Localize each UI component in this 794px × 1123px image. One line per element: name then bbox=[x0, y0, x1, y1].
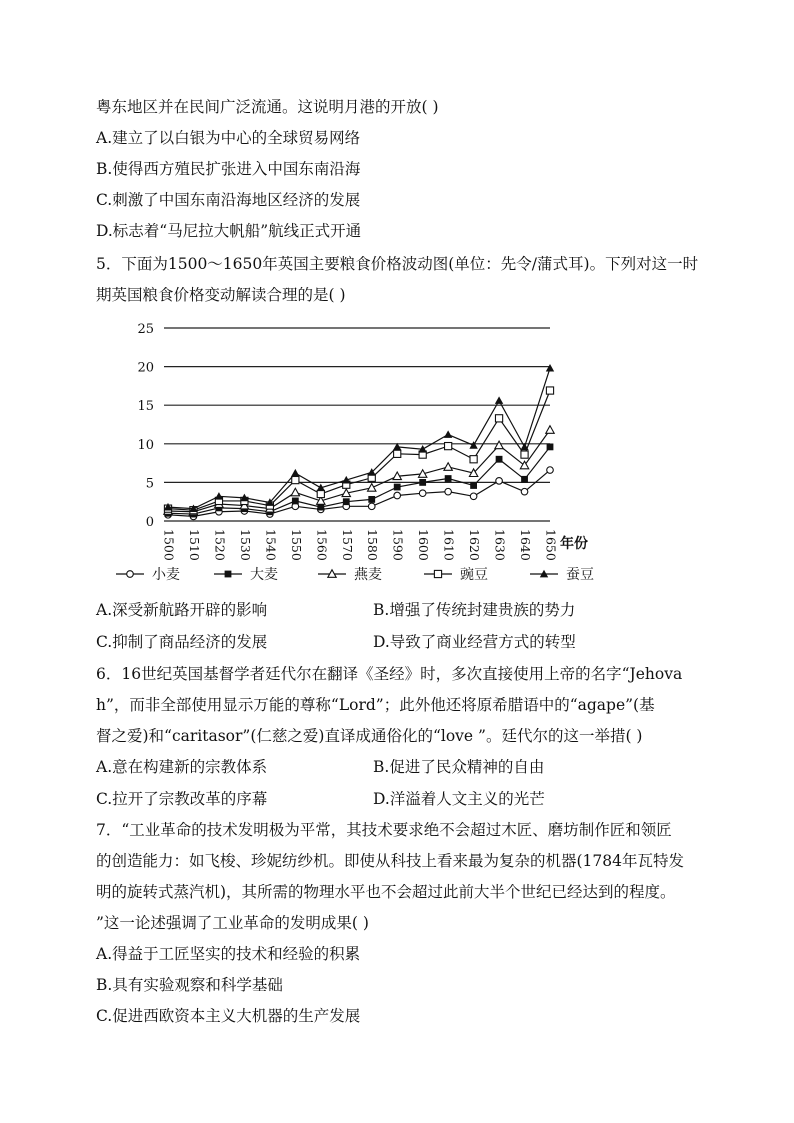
x-tick-label: 1620 bbox=[467, 529, 483, 561]
text-line: B.具有实验观察和科学基础 bbox=[96, 976, 283, 994]
text-line: 6．16世纪英国基督学者廷代尔在翻译《圣经》时，多次直接使用上帝的名字“Jehova bbox=[96, 665, 683, 683]
data-point bbox=[445, 488, 452, 495]
x-tick-label: 1600 bbox=[416, 529, 432, 561]
option-right: D.洋溢着人文主义的光芒 bbox=[373, 790, 545, 808]
data-point bbox=[292, 498, 299, 505]
grain-price-chart bbox=[106, 316, 650, 588]
data-point bbox=[496, 478, 503, 485]
data-point bbox=[496, 456, 503, 463]
x-tick-label: 1530 bbox=[237, 529, 253, 561]
x-tick-label: 1640 bbox=[518, 529, 534, 561]
y-tick-label: 25 bbox=[137, 322, 154, 337]
text-line: B.使得西方殖民扩张进入中国东南沿海 bbox=[96, 160, 361, 178]
data-point bbox=[444, 463, 452, 471]
data-point bbox=[495, 441, 503, 449]
legend-label: 大麦 bbox=[250, 567, 278, 583]
text-line: 粤东地区并在民间广泛流通。这说明月港的开放( ) bbox=[96, 98, 439, 116]
data-point bbox=[419, 479, 426, 486]
data-point bbox=[343, 498, 350, 505]
x-tick-label: 1650 bbox=[543, 529, 559, 561]
text-line: A.深受新航路开辟的影响 bbox=[96, 601, 268, 619]
data-point bbox=[445, 475, 452, 482]
series-line-5 bbox=[168, 368, 550, 509]
data-point bbox=[546, 364, 554, 372]
legend-label: 豌豆 bbox=[460, 567, 488, 583]
text-line: 期英国粮食价格变动解读合理的是( ) bbox=[96, 286, 346, 304]
data-point bbox=[470, 456, 477, 463]
y-tick-label: 20 bbox=[137, 360, 154, 376]
series-line-4 bbox=[168, 391, 550, 511]
text-line: A.意在构建新的宗教体系 bbox=[96, 758, 268, 776]
data-point bbox=[521, 451, 528, 458]
x-tick-label: 1500 bbox=[161, 529, 177, 561]
data-point bbox=[394, 492, 401, 499]
data-point bbox=[547, 467, 554, 474]
series-line-1 bbox=[168, 470, 550, 516]
y-tick-label: 15 bbox=[137, 399, 154, 415]
data-point bbox=[291, 488, 299, 496]
text-line: A.建立了以白银为中心的全球贸易网络 bbox=[96, 129, 361, 147]
legend-label: 蚕豆 bbox=[566, 567, 594, 583]
text-line: 督之爱)和“caritasor”(仁慈之爱)直译成通俗化的“love ”。廷代尔的这一举措( ) bbox=[96, 727, 643, 745]
option-right: B.增强了传统封建贵族的势力 bbox=[373, 601, 576, 619]
x-tick-label: 1570 bbox=[339, 529, 355, 561]
legend-marker bbox=[434, 570, 441, 577]
y-tick-label: 10 bbox=[137, 437, 154, 453]
option-right: B.促进了民众精神的自由 bbox=[373, 758, 545, 776]
text-line: 5．下面为1500～1650年英国主要粮食价格波动图(单位：先令/蒲式耳)。下列对这一时 bbox=[96, 255, 699, 273]
data-point bbox=[470, 493, 477, 500]
y-tick-label: 0 bbox=[145, 515, 154, 530]
data-point bbox=[394, 484, 401, 491]
legend-marker bbox=[127, 571, 134, 578]
x-tick-label: 1560 bbox=[314, 529, 330, 561]
text-line: 7．“工业革命的技术发明极为平常，其技术要求绝不会超过木匠、磨坊制作匠和领匠 bbox=[96, 821, 672, 839]
text-line: C.抑制了商品经济的发展 bbox=[96, 633, 268, 651]
data-point bbox=[368, 496, 375, 503]
text-line: 的创造能力：如飞梭、珍妮纺纱机。即使从科技上看来最为复杂的机器(1784年瓦特发 bbox=[96, 852, 684, 870]
text-line: D.标志着“马尼拉大帆船”航线正式开通 bbox=[96, 222, 362, 240]
data-point bbox=[368, 484, 376, 492]
x-tick-label: 1510 bbox=[186, 529, 202, 561]
data-point bbox=[521, 488, 528, 495]
legend-label: 小麦 bbox=[152, 567, 180, 583]
data-point bbox=[546, 426, 554, 434]
data-point bbox=[547, 443, 554, 450]
data-point bbox=[368, 503, 375, 510]
x-tick-label: 1630 bbox=[492, 529, 508, 561]
data-point bbox=[444, 430, 452, 438]
text-line: ”这一论述强调了工业革命的发明成果( ) bbox=[96, 914, 369, 932]
legend-label: 燕麦 bbox=[354, 567, 382, 583]
x-tick-label: 1520 bbox=[212, 529, 228, 561]
data-point bbox=[317, 490, 324, 497]
x-tick-label: 1540 bbox=[263, 529, 279, 561]
x-tick-label: 1580 bbox=[365, 529, 381, 561]
option-right: D.导致了商业经营方式的转型 bbox=[373, 633, 576, 651]
text-line: C.刺激了中国东南沿海地区经济的发展 bbox=[96, 191, 361, 209]
data-point bbox=[292, 476, 299, 483]
data-point bbox=[495, 396, 503, 404]
y-tick-label: 5 bbox=[145, 476, 154, 492]
text-line: C.拉开了宗教改革的序幕 bbox=[96, 790, 268, 808]
text-line: h”，而非全部使用显示万能的尊称“Lord”；此外他还将原希腊语中的“agape”(基 bbox=[96, 696, 655, 714]
data-point bbox=[469, 441, 477, 449]
data-point bbox=[546, 387, 553, 394]
data-point bbox=[291, 469, 299, 477]
x-tick-label: 1590 bbox=[390, 529, 406, 561]
text-line: 明的旋转式蒸汽机)，其所需的物理水平也不会超过此前大半个世纪已经达到的程度。 bbox=[96, 883, 676, 901]
x-axis-label: 年份 bbox=[560, 536, 588, 552]
text-line: C.促进西欧资本主义大机器的生产发展 bbox=[96, 1007, 361, 1025]
data-point bbox=[445, 443, 452, 450]
data-point bbox=[394, 450, 401, 457]
x-tick-label: 1610 bbox=[441, 529, 457, 561]
series-line-3 bbox=[168, 430, 550, 512]
x-tick-label: 1550 bbox=[288, 529, 304, 561]
data-point bbox=[419, 490, 426, 497]
data-point bbox=[470, 482, 477, 489]
text-line: A.得益于工匠坚实的技术和经验的积累 bbox=[96, 945, 361, 963]
legend-marker bbox=[225, 571, 232, 578]
data-point bbox=[495, 415, 502, 422]
data-point bbox=[521, 476, 528, 483]
